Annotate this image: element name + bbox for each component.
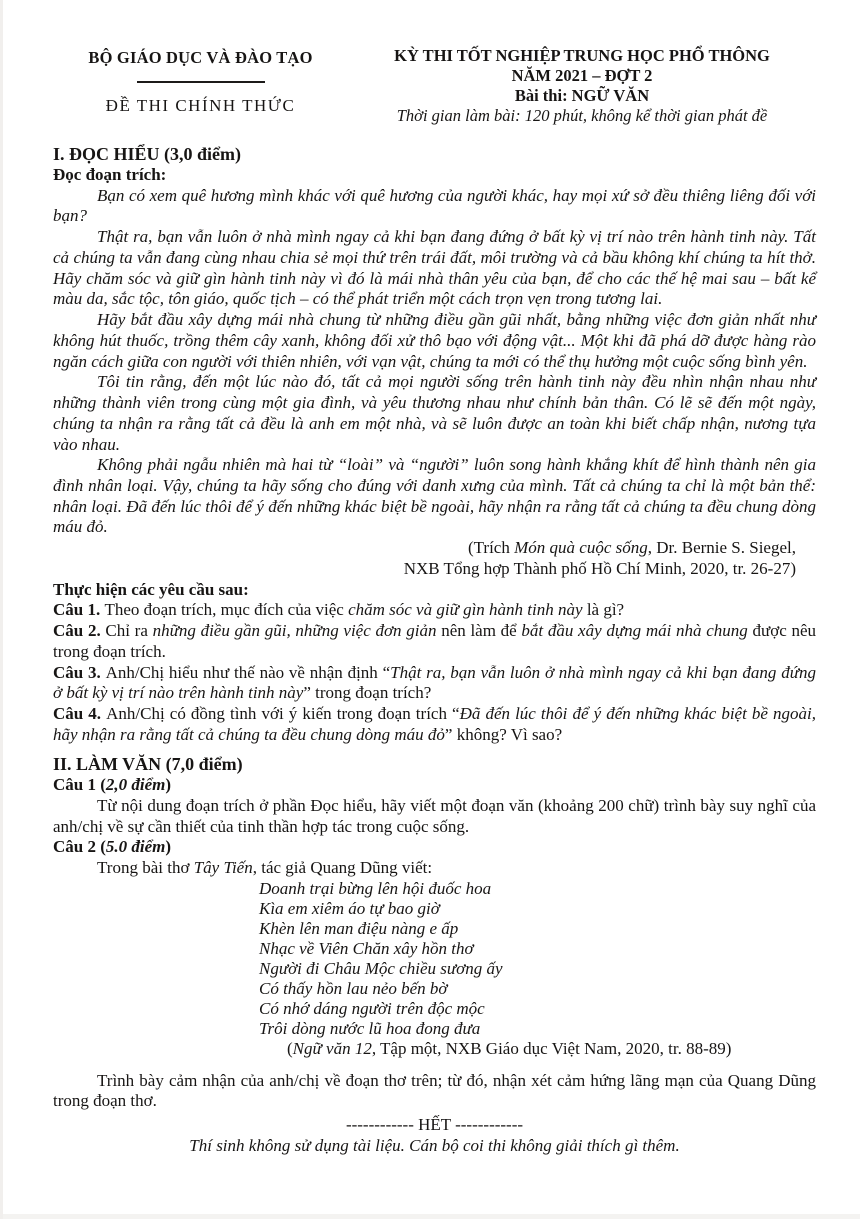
reading-question-4: Câu 4. Anh/Chị có đồng tình với ý kiến trong đoạn trích “Đã đến lúc thôi để ý đến những khác biệt bề ngoài, hãy nhận ra rằng tất cả chúng ta đều chung dòng máu đỏ” không? Vì sao? <box>53 704 816 744</box>
section-writing <box>53 753 816 1112</box>
poem-line: Trôi dòng nước lũ hoa đong đưa <box>259 1019 481 1039</box>
header-divider-line <box>137 81 265 83</box>
end-marker: ------------ HẾT ------------ <box>345 1114 524 1134</box>
writing-question-2-title: Câu 2 (5.0 điểm) <box>53 837 172 857</box>
ministry-name: BỘ GIÁO DỤC VÀ ĐÀO TẠO <box>88 48 313 67</box>
reading-question-1: Câu 1. Theo đoạn trích, mục đích của việc chăm sóc và giữ gìn hành tinh này là gì? <box>53 600 625 620</box>
exam-title-block <box>348 46 816 127</box>
section-reading-comprehension <box>53 143 816 746</box>
poem-block <box>259 879 816 1060</box>
writing-question-1-title: Câu 1 (2,0 điểm) <box>53 775 172 795</box>
tasks-heading: Thực hiện các yêu cầu sau: <box>53 579 249 599</box>
poem-line: Có nhớ dáng người trên độc mộc <box>259 999 485 1019</box>
excerpt-source-line-2: NXB Tổng hợp Thành phố Hồ Chí Minh, 2020, tr. 26-27) <box>403 558 796 578</box>
reading-question-2: Câu 2. Chỉ ra những điều gần gũi, những việc đơn giản nên làm để bắt đầu xây dựng mái nhà chung được nêu trong đoạn trích. <box>53 621 816 661</box>
document-footer <box>53 1115 816 1156</box>
poem-line: Có thấy hồn lau nẻo bến bờ <box>259 978 448 998</box>
poem-line: Nhạc về Viên Chăn xây hồn thơ <box>259 938 474 958</box>
excerpt-paragraph-1: Bạn có xem quê hương mình khác với quê hương của người khác, hay mọi xứ sở đều thiêng liêng đối với bạn? <box>53 185 816 226</box>
document-header <box>53 46 816 127</box>
excerpt-source-line-1: (Trích Món quà cuộc sống, Dr. Bernie S. Siegel, <box>467 538 796 558</box>
exam-subject-line: Bài thi: NGỮ VĂN <box>514 86 650 106</box>
exam-title: KỲ THI TỐT NGHIỆP TRUNG HỌC PHỔ THÔNG <box>394 46 770 65</box>
excerpt-paragraph-2: Thật ra, bạn vẫn luôn ở nhà mình ngay cả khi bạn đang đứng ở bất kỳ vị trí nào trên hành tinh này. Tất cả chúng ta vẫn đang cùng nhau chia sẻ mọi thứ trên trái đất, môi trường và cả bầu không khí chúng ta hít thở. Hãy chăm sóc và giữ gìn hành tinh này vì đó là mái nhà thân yêu của bạn, để cho các thế hệ mai sau – bất kể màu da, sắc tộc, tôn giáo, quốc tịch – có thể phát triển một cách trọn vẹn trong tương lai. <box>53 227 816 309</box>
writing-question-2-intro: Trong bài thơ Tây Tiến, tác giả Quang Dũng viết: <box>97 858 433 877</box>
poem-line: Người đi Châu Mộc chiều sương ấy <box>259 958 503 978</box>
writing-section-heading: II. LÀM VĂN (7,0 điểm) <box>53 753 243 774</box>
official-exam-label: ĐỀ THI CHÍNH THỨC <box>105 96 296 116</box>
poem-line: Kìa em xiêm áo tự bao giờ <box>259 898 440 918</box>
poem-line: Khèn lên man điệu nàng e ấp <box>259 918 459 938</box>
poem-source-line: (Ngữ văn 12, Tập một, NXB Giáo dục Việt Nam, 2020, tr. 88-89) <box>287 1039 732 1059</box>
reading-section-heading: I. ĐỌC HIỂU (3,0 điểm) <box>53 143 241 164</box>
excerpt-paragraph-4: Tôi tin rằng, đến một lúc nào đó, tất cả mọi người sống trên hành tinh này đều nhìn nhận nhau như những thành viên trong cùng một gia đình, và yêu thương nhau như chính bản thân. Có lẽ sẽ đến một ngày, chúng ta nhận ra rằng tất cả đều là anh em một nhà, và sẽ luôn được an toàn khi biết chấp nhận, nương tựa vào nhau. <box>53 372 816 454</box>
reading-lead-label: Đọc đoạn trích: <box>53 165 167 184</box>
poem-line: Doanh trại bừng lên hội đuốc hoa <box>259 878 492 898</box>
writing-question-1-body: Từ nội dung đoạn trích ở phần Đọc hiểu, hãy viết một đoạn văn (khoảng 200 chữ) trình bày suy nghĩ của anh/chị về sự cần thiết của tinh thần hợp tác trong cuộc sống. <box>53 795 816 836</box>
footer-note: Thí sinh không sử dụng tài liệu. Cán bộ coi thi không giải thích gì thêm. <box>189 1135 680 1155</box>
exam-year-line: NĂM 2021 – ĐỢT 2 <box>511 66 653 86</box>
excerpt-paragraph-5: Không phải ngẫu nhiên mà hai từ “loài” và “người” luôn song hành khắng khít để hình thành nên gia đình nhân loại. Vậy, chúng ta hãy sống cho đúng với danh xưng của mình. Tất cả chúng ta chỉ là một bản thể: nhân loại. Đã đến lúc thôi để ý đến những khác biệt bề ngoài, hãy nhận ra rằng tất cả chúng ta đều chung dòng máu đỏ. <box>53 455 816 537</box>
excerpt-paragraph-3: Hãy bắt đầu xây dựng mái nhà chung từ những điều gần gũi nhất, bằng những việc đơn giản nhất như không hút thuốc, trồng thêm cây xanh, không đối xử thô bạo với động vật... Một khi đã phá dỡ được hàng rào ngăn cách giữa con người với thiên nhiên, với vạn vật, chúng ta mới có thể thụ hưởng một cuộc sống bình yên. <box>53 310 816 371</box>
reading-question-3: Câu 3. Anh/Chị hiểu như thế nào về nhận định “Thật ra, bạn vẫn luôn ở nhà mình ngay cả khi bạn đang đứng ở bất kỳ vị trí nào trên hành tinh này” trong đoạn trích? <box>53 662 816 703</box>
writing-question-2-request: Trình bày cảm nhận của anh/chị về đoạn thơ trên; từ đó, nhận xét cảm hứng lãng mạn của Quang Dũng trong đoạn thơ. <box>53 1070 816 1111</box>
issuing-authority-block <box>53 46 348 117</box>
exam-duration-line: Thời gian làm bài: 120 phút, không kể thời gian phát đề <box>396 106 768 126</box>
